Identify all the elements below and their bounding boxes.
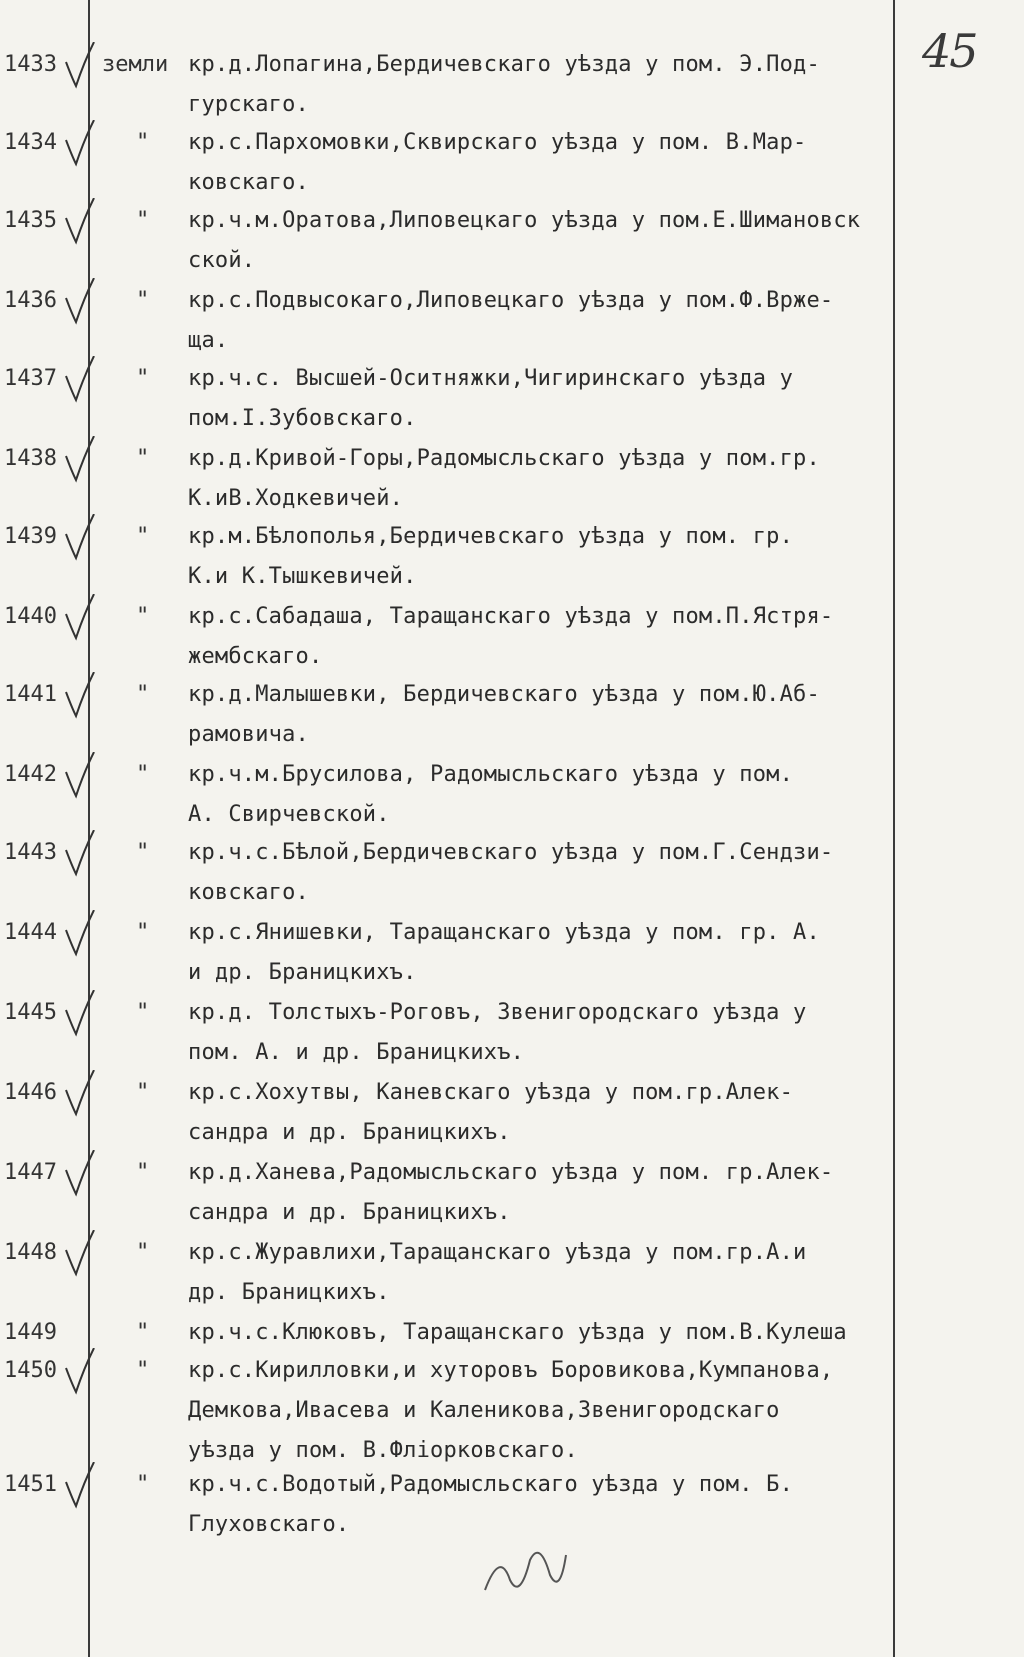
entry-text-line: др. Браницкихъ. [188, 1280, 390, 1305]
entry-text-line: пом. А. и др. Браницкихъ. [188, 1040, 525, 1065]
entry-text-line: кр.с.Сабадаша, Таращанскаго уѣзда у пом.П.Ястря- [188, 604, 834, 629]
entry-text-line: кр.ч.с.Бѣлой,Бердичевскаго уѣзда у пом.Г.Сендзи- [188, 840, 834, 865]
entry-text-line: кр.с.Пархомовки,Сквирскаго уѣзда у пом. В.Мар- [188, 130, 807, 155]
entry-number: 1451 [4, 1472, 57, 1497]
entry-text-line: уѣзда у пом. В.Фліорковскаго. [188, 1438, 578, 1463]
checkmark-icon [62, 1348, 96, 1398]
entry-text-line: щa. [188, 328, 229, 353]
checkmark-icon [62, 910, 96, 960]
ditto-mark: " [136, 840, 150, 865]
ditto-mark: " [136, 524, 150, 549]
ditto-mark: " [136, 1000, 150, 1025]
entry-text-line: кр.с.Хохутвы, Каневскаго уѣзда у пом.гр.Алек- [188, 1080, 794, 1105]
entry-number: 1440 [4, 604, 57, 629]
entry-text-line: сандра и др. Браницкихъ. [188, 1120, 511, 1145]
entry-text-line: и др. Браницкихъ. [188, 960, 417, 985]
entry-text-line: кр.д.Малышевки, Бердичевскаго уѣзда у пом.Ю.Аб- [188, 682, 820, 707]
ditto-mark: " [136, 366, 150, 391]
entry-text-line: К.иВ.Ходкевичей. [188, 486, 404, 511]
entry-text-line: кр.д. Толстыхъ-Роговъ, Звенигородскаго уѣзда у [188, 1000, 807, 1025]
entry-number: 1441 [4, 682, 57, 707]
checkmark-icon [62, 120, 96, 170]
checkmark-icon [62, 672, 96, 722]
checkmark-icon [62, 278, 96, 328]
ditto-mark: " [136, 762, 150, 787]
ditto-mark: " [136, 130, 150, 155]
entry-number: 1442 [4, 762, 57, 787]
entry-text-line: сандра и др. Браницкихъ. [188, 1200, 511, 1225]
entry-text-line: К.и К.Тышкевичей. [188, 564, 417, 589]
entry-text-line: кр.д.Лопагина,Бердичевскаго уѣзда у пом. Э.Под- [188, 52, 820, 77]
entry-text-line: Глуховскаго. [188, 1512, 350, 1537]
entry-text-line: А. Свирчевской. [188, 802, 390, 827]
checkmark-icon [62, 830, 96, 880]
checkmark-icon [62, 356, 96, 406]
ditto-mark: " [136, 1358, 150, 1383]
entry-number: 1434 [4, 130, 57, 155]
entry-text-line: рамовича. [188, 722, 310, 747]
entry-text-line: жембскаго. [188, 644, 323, 669]
ditto-mark: " [136, 1160, 150, 1185]
entry-text-line: пом.I.Зубовскаго. [188, 406, 417, 431]
entry-text-line: Демкова,Ивасева и Каленикова,Звенигородскаго [188, 1398, 780, 1423]
entry-category: земли [102, 52, 169, 77]
entry-number: 1448 [4, 1240, 57, 1265]
ditto-mark: " [136, 446, 150, 471]
checkmark-icon [62, 594, 96, 644]
entry-text-line: кр.ч.с.Клюковъ, Таращанскаго уѣзда у пом.В.Кулеша [188, 1320, 847, 1345]
entry-number: 1450 [4, 1358, 57, 1383]
entry-text-line: кр.с.Кирилловки,и хуторовъ Боровикова,Кумпанова, [188, 1358, 834, 1383]
entry-number: 1433 [4, 52, 57, 77]
entry-number: 1437 [4, 366, 57, 391]
checkmark-icon [62, 198, 96, 248]
entry-number: 1436 [4, 288, 57, 313]
entry-number: 1447 [4, 1160, 57, 1185]
ditto-mark: " [136, 208, 150, 233]
entry-text-line: гурскаго. [188, 92, 310, 117]
entry-number: 1438 [4, 446, 57, 471]
entry-number: 1444 [4, 920, 57, 945]
ditto-mark: " [136, 682, 150, 707]
entry-text-line: ковскаго. [188, 880, 310, 905]
ditto-mark: " [136, 1320, 150, 1345]
checkmark-icon [62, 1462, 96, 1512]
entry-text-line: кр.с.Журавлихи,Таращанскаго уѣзда у пом.гр.А.и [188, 1240, 807, 1265]
ditto-mark: " [136, 920, 150, 945]
checkmark-icon [62, 1070, 96, 1120]
entry-text-line: кр.д.Ханева,Радомысльскаго уѣзда у пом. гр.Алек- [188, 1160, 834, 1185]
entry-text-line: кр.д.Кривой-Горы,Радомысльскаго уѣзда у пом.гр. [188, 446, 820, 471]
entry-number: 1449 [4, 1320, 57, 1345]
checkmark-icon [62, 990, 96, 1040]
ditto-mark: " [136, 1080, 150, 1105]
entry-text-line: кр.ч.с.Водотый,Радомысльскаго уѣзда у пом. Б. [188, 1472, 794, 1497]
entry-number: 1439 [4, 524, 57, 549]
page-number: 45 [922, 24, 977, 78]
entry-text-line: ской. [188, 248, 256, 273]
entry-number: 1446 [4, 1080, 57, 1105]
entry-number: 1445 [4, 1000, 57, 1025]
checkmark-icon [62, 514, 96, 564]
checkmark-icon [62, 1230, 96, 1280]
checkmark-icon [62, 1150, 96, 1200]
entry-text-line: ковскаго. [188, 170, 310, 195]
checkmark-icon [62, 752, 96, 802]
entry-number: 1443 [4, 840, 57, 865]
entry-text-line: кр.ч.м.Оратова,Липовецкаго уѣзда у пом.Е.Шимановск [188, 208, 861, 233]
entry-text-line: кр.м.Бѣлополья,Бердичевскаго уѣзда у пом. гр. [188, 524, 794, 549]
ditto-mark: " [136, 1240, 150, 1265]
entry-text-line: кр.с.Подвысокаго,Липовецкаго уѣзда у пом.Ф.Вржe- [188, 288, 834, 313]
entry-text-line: кр.ч.м.Брусилова, Радомысльскаго уѣзда у пом. [188, 762, 794, 787]
right-margin-rule [893, 0, 895, 1657]
left-margin-rule [88, 0, 90, 1657]
checkmark-icon [62, 42, 96, 92]
ditto-mark: " [136, 604, 150, 629]
ditto-mark: " [136, 1472, 150, 1497]
entry-text-line: кр.с.Янишевки, Таращанскаго уѣзда у пом. гр. А. [188, 920, 820, 945]
handwritten-scribble-icon [480, 1540, 570, 1600]
entry-text-line: кр.ч.с. Высшей-Оситняжки,Чигиринскаго уѣзда у [188, 366, 794, 391]
ditto-mark: " [136, 288, 150, 313]
entry-number: 1435 [4, 208, 57, 233]
checkmark-icon [62, 436, 96, 486]
